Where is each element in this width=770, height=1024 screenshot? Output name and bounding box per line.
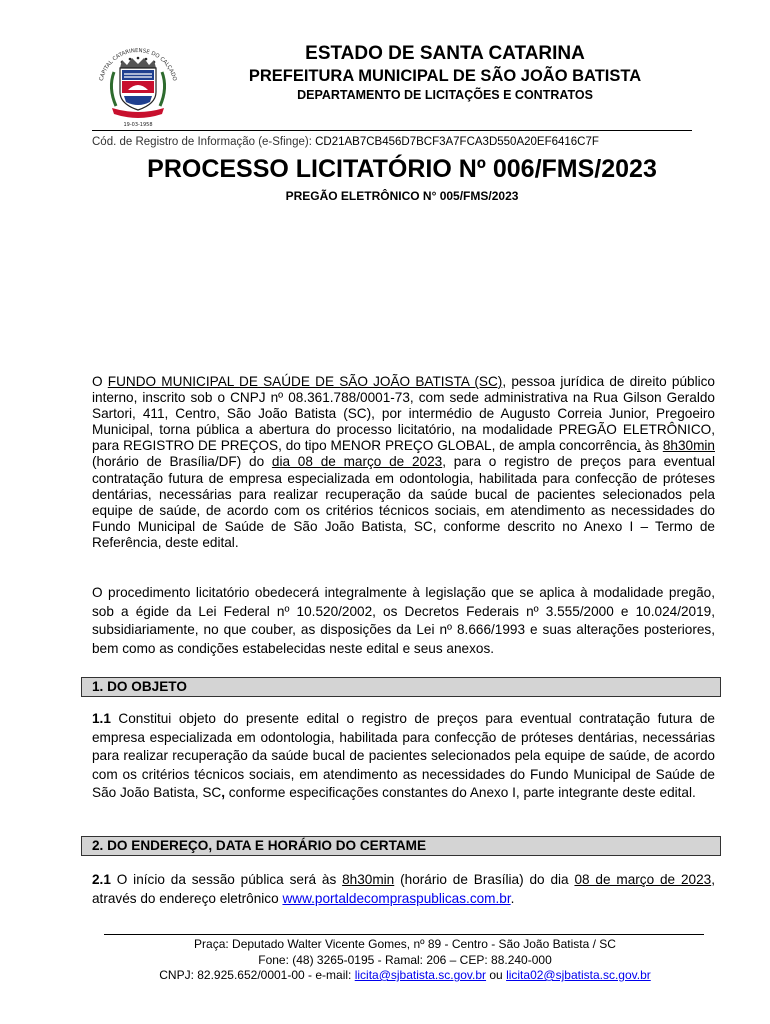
- session-date: dia 08 de março de 2023: [271, 454, 443, 470]
- legal-paragraph: O procedimento licitatório obedecerá integralmente à legislação que se aplica à modalidade pregão, sob a égide da Lei Federal nº 10.520/2002, os Decretos Federais nº 3.555/2000 e 10.024/2019, subsidiariamente, no que couber, as disposições da Lei nº 8.666/1993 e suas alterações posteriores, bem como as condições estabelecidas neste edital e seus anexos.: [92, 585, 715, 656]
- intro-paragraph: O FUNDO MUNICIPAL DE SAÚDE DE SÃO JOÃO BATISTA (SC), pessoa jurídica de direito público interno, inscrito sob o CNPJ nº 08.361.788/0001-73, com sede administrativa na Rua Gilson Geraldo Sartori, 411, Centro, São João Batista (SC), por intermédio de Augusto Correia Junior, Pregoeiro Municipal, torna pública a abertura do processo licitatório, na modalidade PREGÃO ELETRÔNICO, para REGISTRO DE PREÇOS, do tipo MENOR PREÇO GLOBAL, de ampla concorrência, às 8h30min (horário de Brasília/DF) do dia 08 de março de 2023, para o registro de preços para eventual contratação futura de empresa especializada em odontologia, habilitada para confecção de próteses dentárias, necessárias para realizar recuperação da saúde bucal de pacientes selecionados pela equipe de saúde, de acordo com os critérios técnicos sociais, em atendimento as necessidades do Fundo Municipal de Saúde de São João Batista, SC, conforme descrito no Anexo I – Termo de Referência, deste edital.: [92, 374, 715, 550]
- section1-paragraph: 1.1 Constitui objeto do presente edital o registro de preços para eventual contratação futura de empresa especializada em odontologia, habilitada para confecção de próteses dentárias, necessárias para realizar recuperação da saúde bucal de pacientes selecionados pela equipe de saúde, de acordo com os critérios técnicos sociais, em atendimento as necessidades do Fundo Municipal de Saúde de São João Batista, SC, conforme especificações constantes do Anexo I, parte integrante deste edital.: [92, 711, 715, 801]
- session-date: 08 de março de 2023: [574, 872, 712, 887]
- municipal-coat-of-arms-icon: [92, 44, 184, 128]
- footer-phone: Fone: (48) 3265-0195 - Ramal: 206 – CEP: 88.240-000: [258, 953, 552, 967]
- pregao-subtitle: PREGÃO ELETRÔNICO N° 005/FMS/2023: [285, 189, 519, 203]
- portal-link[interactable]: www.portaldecompraspublicas.com.br: [282, 890, 511, 906]
- email-link[interactable]: licita02@sjbatista.sc.gov.br: [506, 968, 651, 982]
- session-time: 8h30min: [662, 438, 715, 454]
- crest-date-text: 19-03-1958: [123, 122, 153, 128]
- crest-top-text: CAPITAL CATARINENSE DO CALÇADO: [98, 47, 178, 82]
- state-heading: ESTADO DE SANTA CATARINA: [305, 43, 585, 64]
- section-heading-objeto: 1. DO OBJETO: [81, 677, 721, 697]
- registry-code: CD21AB7CB456D7BCF3A7FCA3D550A20EF6416C7F: [315, 136, 599, 148]
- email-link[interactable]: licita@sjbatista.sc.gov.br: [354, 968, 487, 982]
- footer-cnpj-email: CNPJ: 82.925.652/0001-00 - e-mail: licita@sjbatista.sc.gov.br ou licita02@sjbatista.sc.gov.br: [159, 968, 651, 982]
- section-heading-endereco: 2. DO ENDEREÇO, DATA E HORÁRIO DO CERTAME: [81, 836, 721, 856]
- prefeitura-heading: PREFEITURA MUNICIPAL DE SÃO JOÃO BATISTA: [248, 67, 642, 85]
- section2-paragraph: 2.1 O início da sessão pública será às 8h30min (horário de Brasília) do dia 08 de março de 2023, através do endereço eletrônico www.portaldecompraspublicas.com.br.: [92, 872, 715, 906]
- fund-name: FUNDO MUNICIPAL DE SAÚDE DE SÃO JOÃO BATISTA (SC): [107, 374, 503, 389]
- header-divider: [92, 130, 692, 131]
- registry-label: Cód. de Registro de Informação (e-Sfinge):: [92, 136, 316, 148]
- footer-divider: [104, 934, 704, 935]
- item-number: 1.1: [92, 711, 111, 726]
- registry-code-line: [92, 136, 599, 148]
- session-time: 8h30min: [342, 872, 395, 887]
- department-heading: DEPARTAMENTO DE LICITAÇÕES E CONTRATOS: [297, 88, 593, 102]
- process-title: PROCESSO LICITATÓRIO Nº 006/FMS/2023: [147, 155, 657, 183]
- footer-address: Praça: Deputado Walter Vicente Gomes, nº 89 - Centro - São João Batista / SC: [194, 937, 616, 951]
- item-number: 2.1: [92, 872, 111, 887]
